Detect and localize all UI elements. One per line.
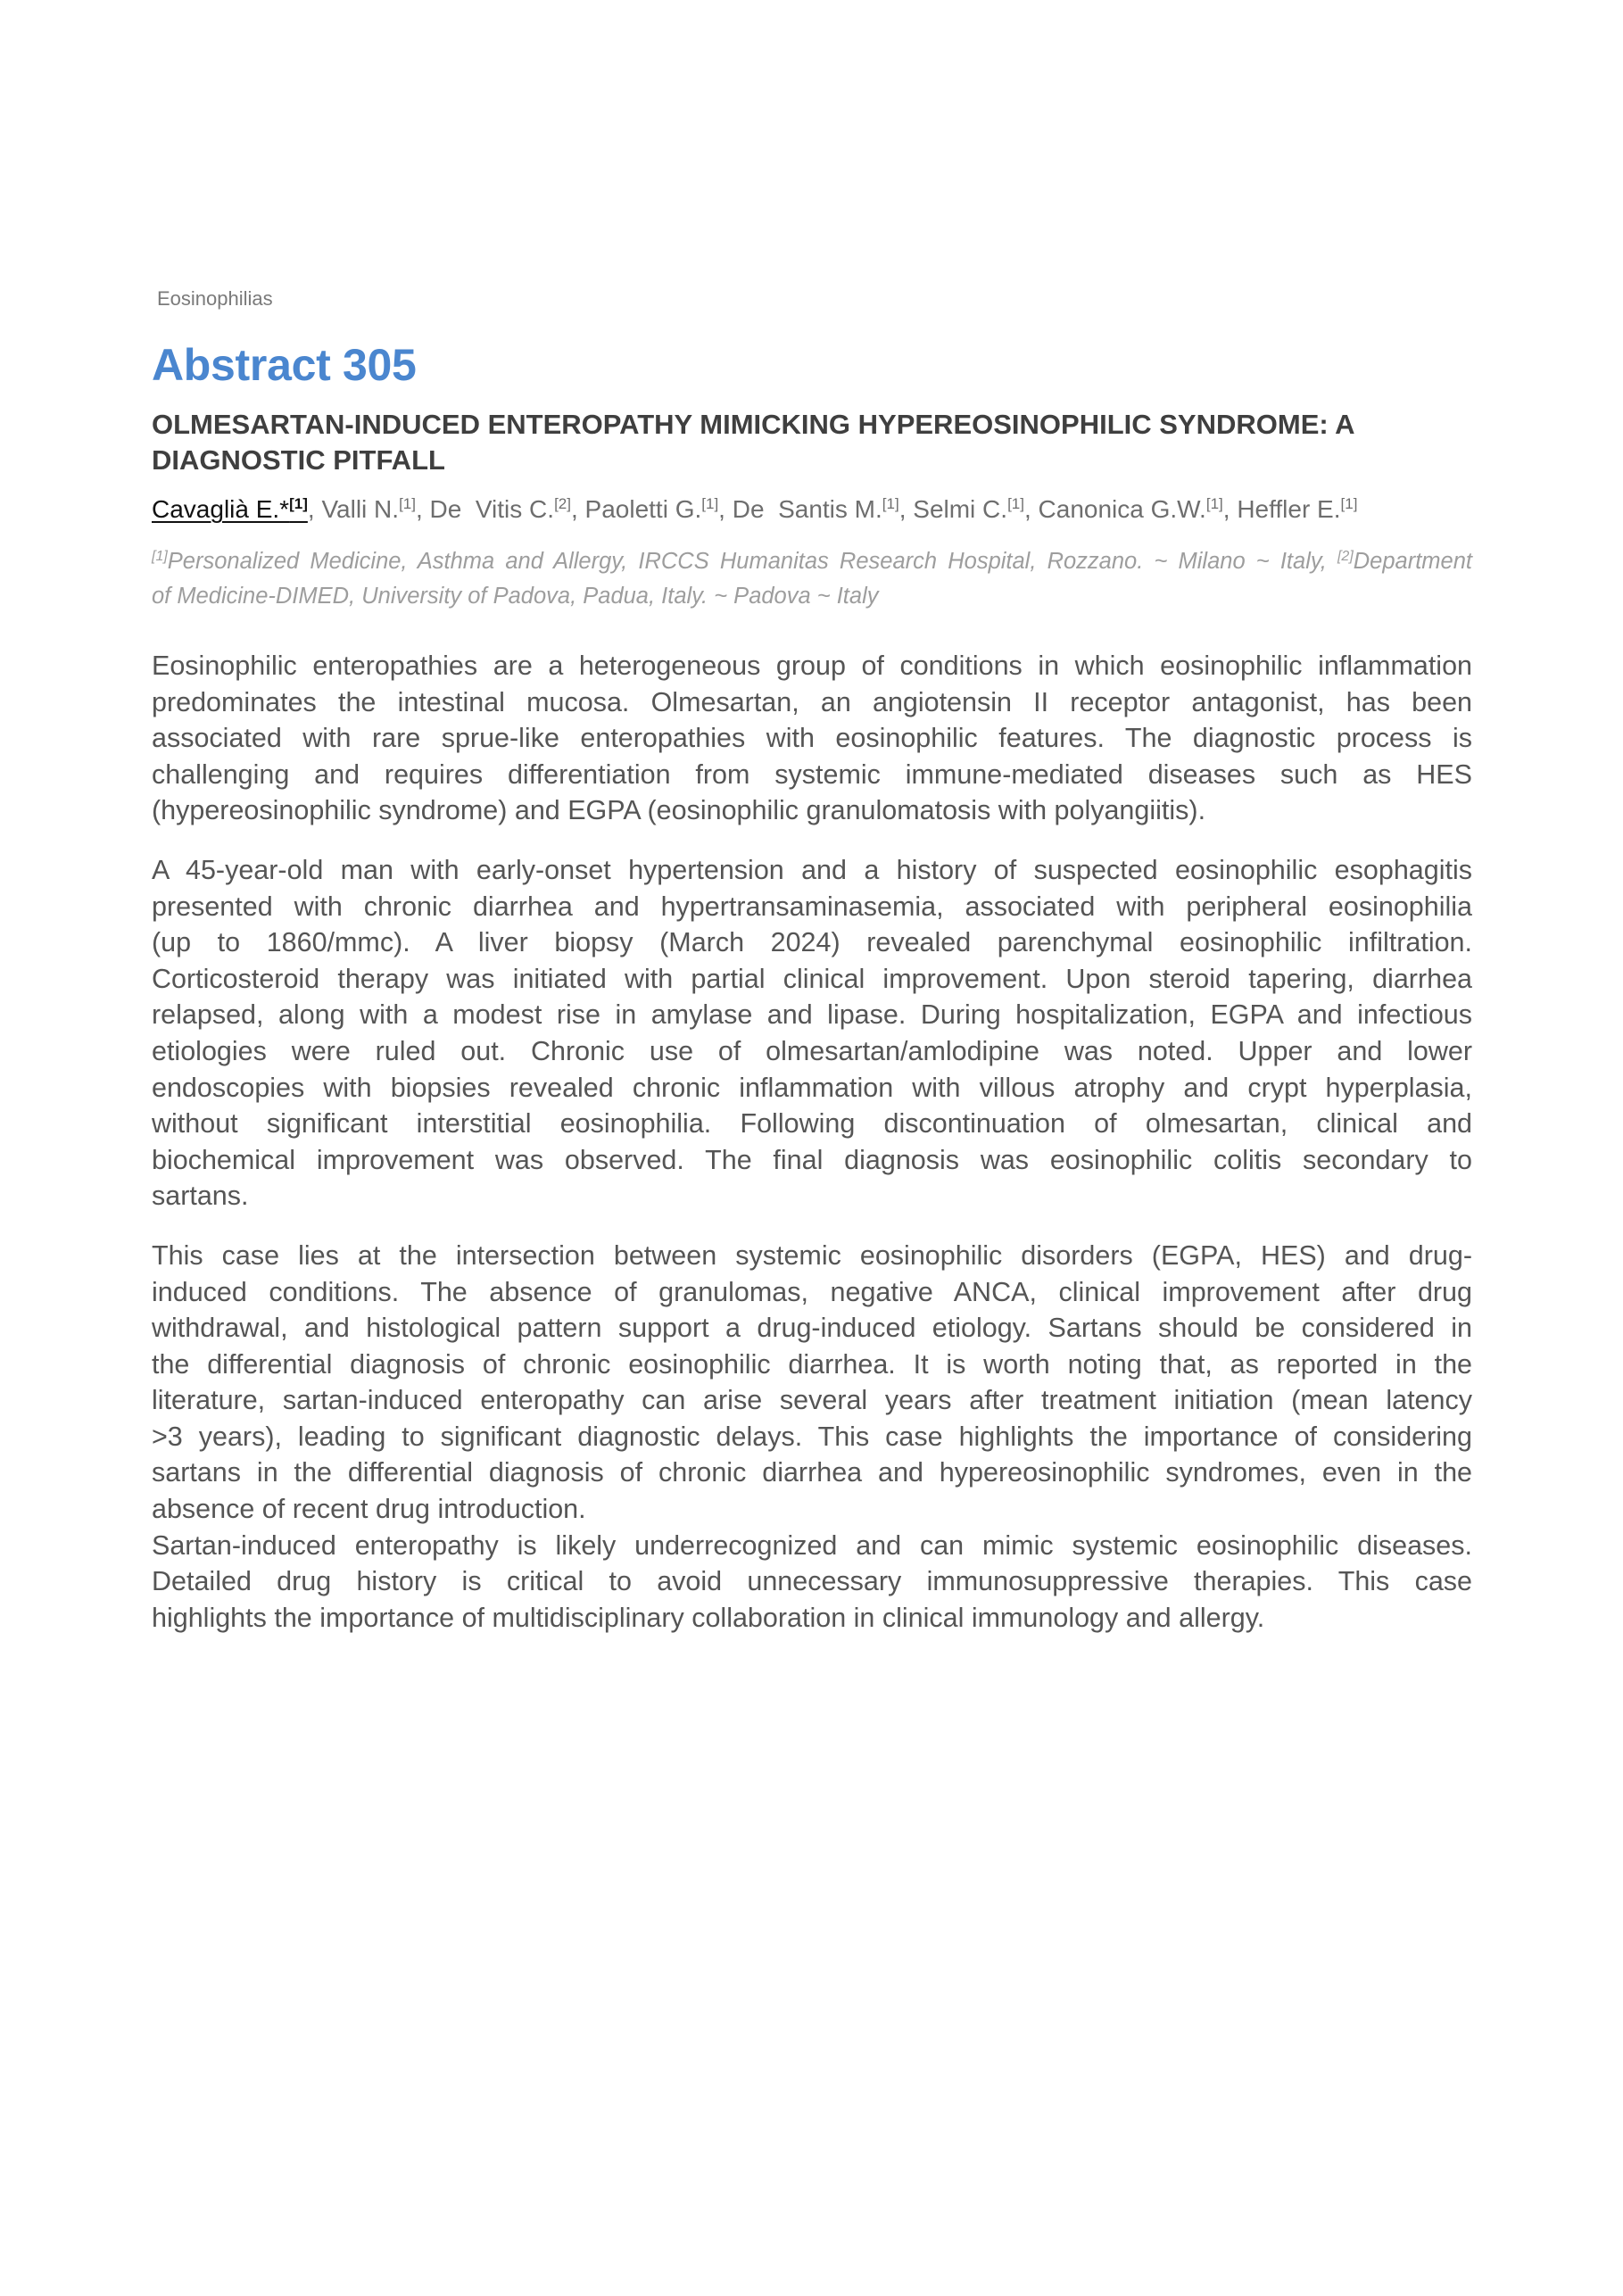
paragraph-case xyxy=(152,852,1472,1214)
title-line: DIAGNOSTIC PITFALL xyxy=(152,444,445,476)
affiliations xyxy=(152,544,1472,614)
author-affiliation-ref: [1] xyxy=(882,495,899,512)
abstract-body xyxy=(152,648,1472,1636)
author-affiliation-ref: [1] xyxy=(399,495,416,512)
abstract-number-heading: Abstract 305 xyxy=(152,340,417,390)
text-line: This case lies at the intersection between systemic eosinophilic disorders (EGPA, HES) and drug- xyxy=(152,1239,1472,1271)
affiliation-line xyxy=(152,544,1472,579)
text-line: endoscopies with biopsies revealed chronic inflammation with villous atrophy and crypt hyperplasia, xyxy=(152,1072,1472,1103)
paragraph-discussion xyxy=(152,1238,1472,1528)
paragraph-conclusion xyxy=(152,1528,1472,1637)
text-line: relapsed, along with a modest rise in amylase and lipase. During hospitalization, EGPA and infectious xyxy=(152,999,1472,1031)
text-line: sartans. xyxy=(152,1181,249,1212)
author-name: Heffler E. xyxy=(1237,495,1341,523)
text-line: predominates the intestinal mucosa. Olmesartan, an angiotensin II receptor antagonist, has been xyxy=(152,686,1472,717)
affiliation-text: Department xyxy=(1353,549,1472,574)
presenting-author[interactable] xyxy=(152,495,308,523)
author xyxy=(733,495,899,523)
affiliation-line: of Medicine-DIMED, University of Padova, Padua, Italy. ~ Padova ~ Italy xyxy=(152,584,879,609)
text-line: absence of recent drug introduction. xyxy=(152,1494,586,1525)
text-line: presented with chronic diarrhea and hypertransaminasemia, associated with peripheral eosinophilia xyxy=(152,891,1472,922)
affiliation-ref: [1] xyxy=(152,549,168,564)
author-separator: , xyxy=(415,495,430,523)
author-affiliation-ref: [1] xyxy=(1007,495,1024,512)
author-affiliation-ref: [1] xyxy=(1340,495,1358,512)
text-line: withdrawal, and histological pattern support a drug-induced etiology. Sartans should be considered in xyxy=(152,1313,1472,1344)
text-line: >3 years), leading to significant diagnostic delays. This case highlights the importance of considering xyxy=(152,1421,1472,1452)
author-name: De Vitis C. xyxy=(429,495,555,523)
text-line: literature, sartan-induced enteropathy can arise several years after treatment initiation (mean latency xyxy=(152,1385,1472,1416)
abstract-title xyxy=(152,407,1472,478)
text-line: the differential diagnosis of chronic eosinophilic diarrhea. It is worth noting that, as reported in the xyxy=(152,1348,1472,1380)
author-separator: , xyxy=(1222,495,1238,523)
text-line: (hypereosinophilic syndrome) and EGPA (eosinophilic granulomatosis with polyangiitis). xyxy=(152,795,1206,826)
author xyxy=(1237,495,1357,523)
text-line: induced conditions. The absence of granulomas, negative ANCA, clinical improvement after drug xyxy=(152,1276,1472,1307)
text-line: Detailed drug history is critical to avoid unnecessary immunosuppressive therapies. This case xyxy=(152,1566,1472,1597)
text-line: associated with rare sprue-like enteropathies with eosinophilic features. The diagnostic process is xyxy=(152,723,1472,754)
author-name: De Santis M. xyxy=(732,495,882,523)
text-line: etiologies were ruled out. Chronic use of olmesartan/amlodipine was noted. Upper and lower xyxy=(152,1035,1472,1066)
affiliation-text: Personalized Medicine, Asthma and Allergy, IRCCS Humanitas Research Hospital, Rozzano. ~ Milano ~ Italy, xyxy=(167,549,1337,574)
text-line: sartans in the differential diagnosis of chronic diarrhea and hypereosinophilic syndromes, even in the xyxy=(152,1457,1472,1488)
author xyxy=(430,495,571,523)
author-affiliation-ref: [1] xyxy=(289,495,308,512)
author xyxy=(913,495,1024,523)
author-name: Selmi C. xyxy=(913,495,1008,523)
author-affiliation-ref: [1] xyxy=(701,495,719,512)
author-name: Cavaglià E.* xyxy=(152,495,290,523)
author xyxy=(321,495,416,523)
author-name: Canonica G.W. xyxy=(1038,495,1206,523)
text-line: biochemical improvement was observed. The final diagnosis was eosinophilic colitis secondary to xyxy=(152,1144,1472,1175)
text-line: highlights the importance of multidisciplinary collaboration in clinical immunology and allergy. xyxy=(152,1602,1265,1633)
text-line: without significant interstitial eosinophilia. Following discontinuation of olmesartan, clinical and xyxy=(152,1108,1472,1140)
author xyxy=(1039,495,1223,523)
author-separator: , xyxy=(307,495,322,523)
text-line: Eosinophilic enteropathies are a heterogeneous group of conditions in which eosinophilic inflammation xyxy=(152,651,1472,681)
category-label: Eosinophilias xyxy=(157,287,273,310)
author-separator: , xyxy=(1023,495,1039,523)
paragraph-background xyxy=(152,648,1472,829)
author-list xyxy=(152,493,1357,526)
affiliation-ref: [2] xyxy=(1337,549,1354,564)
author-separator: , xyxy=(718,495,733,523)
text-line: Sartan-induced enteropathy is likely underrecognized and can mimic systemic eosinophilic diseases. xyxy=(152,1529,1472,1561)
author-affiliation-ref: [1] xyxy=(1205,495,1223,512)
author-name: Valli N. xyxy=(321,495,400,523)
text-line: (up to 1860/mmc). A liver biopsy (March 2024) revealed parenchymal eosinophilic infiltration. xyxy=(152,927,1472,958)
author xyxy=(585,495,719,523)
author-name: Paoletti G. xyxy=(584,495,702,523)
author-separator: , xyxy=(898,495,914,523)
author-affiliation-ref: [2] xyxy=(554,495,571,512)
author-separator: , xyxy=(570,495,585,523)
text-line: challenging and requires differentiation from systemic immune-mediated diseases such as HES xyxy=(152,758,1472,790)
text-line: A 45-year-old man with early-onset hypertension and a history of suspected eosinophilic esophagitis xyxy=(152,854,1472,885)
text-line: Corticosteroid therapy was initiated with partial clinical improvement. Upon steroid tapering, diarrhea xyxy=(152,963,1472,994)
title-line: OLMESARTAN-INDUCED ENTEROPATHY MIMICKING HYPEREOSINOPHILIC SYNDROME: A xyxy=(152,409,1355,440)
